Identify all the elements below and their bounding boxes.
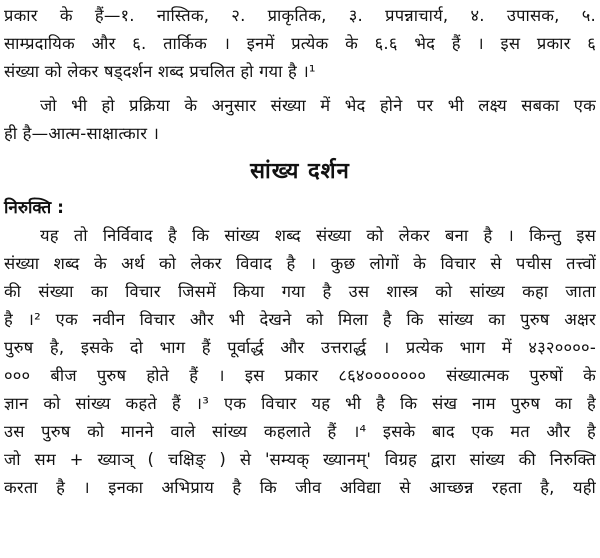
intro-line-1: प्रकार के हैं—१. नास्तिक, २. प्राकृतिक, ३. प्रपन्नाचार्य, ४. उपासक, ५.: [4, 6, 596, 25]
main-line-9: जो सम + ख्याञ् ( चक्षिङ् ) से 'सम्यक् ख्यानम्' विग्रह द्वारा सांख्य की निरुक्ति: [4, 450, 596, 469]
second-line-1: जो भी हो प्रक्रिया के अनुसार संख्या में भेद होने पर भी लक्ष्य सबका एक: [40, 96, 596, 115]
main-line-3: की संख्या का विचार जिसमें किया गया है उस शास्त्र को सांख्य कहा जाता: [4, 282, 596, 301]
section-title: सांख्य दर्शन: [250, 159, 350, 184]
main-line-8: उस पुरुष को मानने वाले सांख्य कहलाते हैं ।⁴ इसके बाद एक मत और है: [4, 422, 596, 441]
intro-paragraph: [4, 2, 596, 86]
main-line-7: ज्ञान को सांख्य कहते हैं ।³ एक विचार यह भी है कि संख नाम पुरुष का है: [4, 394, 596, 413]
subheading: निरुक्ति :: [4, 198, 64, 218]
main-line-4: है ।² एक नवीन विचार और भी देखने को मिला है कि सांख्य का पुरुष अक्षर: [4, 310, 596, 329]
second-line-2: ही है—आत्म-साक्षात्कार ।: [4, 124, 160, 143]
main-line-6: ००० बीज पुरुष होते हैं । इस प्रकार ८६४००००००० संख्यात्मक पुरुषों के: [4, 366, 596, 385]
main-line-5: पुरुष है, इसके दो भाग हैं पूर्वार्द्ध और उत्तरार्द्ध । प्रत्येक भाग में ४३२००००-: [4, 338, 596, 357]
main-line-10: करता है । इनका अभिप्राय है कि जीव अविद्या से आच्छन्न रहता है, यही: [4, 478, 596, 497]
intro-line-2: साम्प्रदायिक और ६. तार्किक । इनमें प्रत्येक के ६.६ भेद हैं । इस प्रकार ६: [4, 34, 596, 53]
main-line-1: यह तो निर्विवाद है कि सांख्य शब्द संख्या को लेकर बना है । किन्तु इस: [40, 226, 596, 245]
main-line-2: संख्या शब्द के अर्थ को लेकर विवाद है । कुछ लोगों के विचार से पचीस तत्त्वों: [4, 254, 596, 273]
main-paragraph: [4, 222, 596, 502]
second-paragraph: [4, 92, 596, 148]
intro-line-3: संख्या को लेकर षड्दर्शन शब्द प्रचलित हो गया है ।¹: [4, 62, 316, 81]
